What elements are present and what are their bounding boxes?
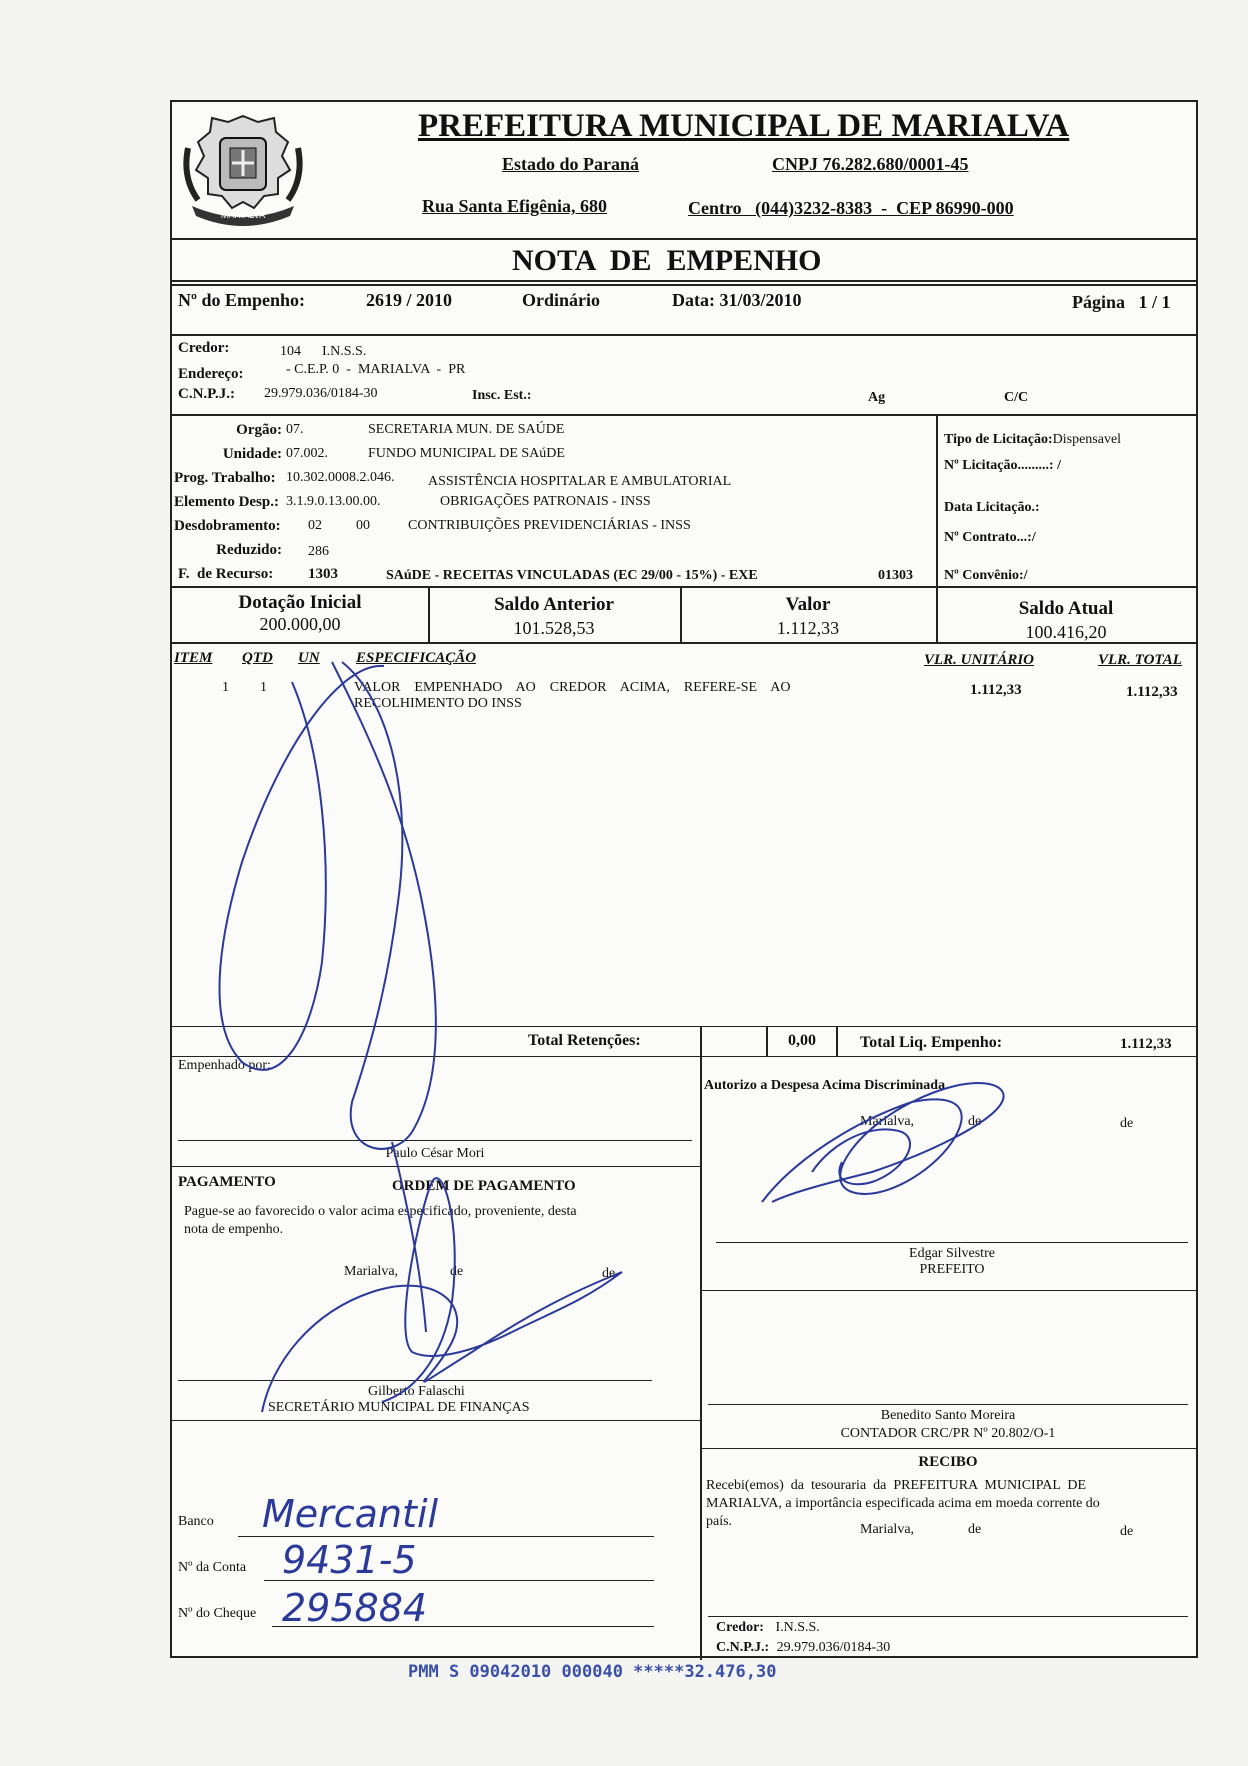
fonte-recurso-label: F. de Recurso: bbox=[178, 566, 274, 582]
num-convenio: Nº Convênio:/ bbox=[944, 568, 1028, 583]
unidade-label: Unidade: bbox=[222, 446, 282, 462]
empenho-number: 2619 / 2010 bbox=[366, 290, 453, 310]
col-vlr-unitario: VLR. UNITÁRIO bbox=[924, 652, 1035, 668]
credor-label: Credor: bbox=[178, 340, 230, 356]
credor-name: I.N.S.S. bbox=[322, 344, 367, 359]
empenhado-por-name: Paulo César Mori bbox=[385, 1146, 485, 1161]
row-vlr-unitario: 1.112,33 bbox=[970, 682, 1022, 698]
cc-label: C/C bbox=[1004, 390, 1029, 405]
recibo-de1: de bbox=[968, 1522, 982, 1537]
desdobramento-label: Desdobramento: bbox=[174, 518, 281, 534]
prefeito-signature bbox=[762, 1083, 1004, 1202]
reduzido-value: 286 bbox=[308, 544, 329, 559]
empenho-type: Ordinário bbox=[522, 290, 601, 310]
pagamento-place: Marialva, bbox=[344, 1264, 399, 1279]
elemento-desp-code: 3.1.9.0.13.00.00. bbox=[286, 494, 381, 509]
recibo-line2: MARIALVA, a importância especificada acima em moeda corrente do bbox=[706, 1496, 1100, 1511]
col-especificacao: ESPECIFICAÇÃO bbox=[356, 650, 477, 666]
secretario-name: Gilberto Falaschi bbox=[368, 1384, 465, 1399]
prefeito-role: PREFEITO bbox=[919, 1262, 985, 1277]
empenho-date: Data: 31/03/2010 bbox=[672, 290, 802, 310]
reduzido-label: Reduzido: bbox=[216, 542, 282, 558]
contador-role: CONTADOR CRC/PR Nº 20.802/O-1 bbox=[840, 1426, 1056, 1441]
credor-code: 104 bbox=[280, 344, 301, 359]
dotacao-inicial-value: 200.000,00 bbox=[259, 614, 341, 634]
col-un: UN bbox=[298, 650, 320, 666]
pagamento-de1: de bbox=[450, 1264, 464, 1279]
row-spec-line2: RECOLHIMENTO DO INSS bbox=[354, 696, 522, 711]
table-row bbox=[172, 678, 1196, 738]
header-state: Estado do Paraná bbox=[502, 154, 640, 174]
total-retencoes-label: Total Retenções: bbox=[528, 1032, 641, 1049]
data-licitacao: Data Licitação.: bbox=[944, 500, 1040, 515]
num-contrato: Nº Contrato...:/ bbox=[944, 530, 1036, 545]
conta-label: Nº da Conta bbox=[178, 1560, 247, 1575]
cnpj-value: 29.979.036/0184-30 bbox=[264, 386, 378, 401]
endereco-value: - C.E.P. 0 - MARIALVA - PR bbox=[286, 362, 466, 377]
header-street: Rua Santa Efigênia, 680 bbox=[422, 196, 608, 216]
row-item: 1 bbox=[222, 680, 229, 695]
autorizo-de2: de bbox=[1120, 1116, 1134, 1131]
autorizo-place: Marialva, bbox=[860, 1114, 915, 1129]
cheque-handwritten: 295884 bbox=[282, 1586, 428, 1630]
empenho-number-label: Nº do Empenho: bbox=[178, 290, 305, 310]
secretario-role: SECRETÁRIO MUNICIPAL DE FINANÇAS bbox=[268, 1400, 530, 1415]
saldo-anterior-value: 101.528,53 bbox=[513, 618, 595, 638]
num-licitacao: Nº Licitação.........: / bbox=[944, 458, 1061, 473]
header-title: PREFEITURA MUNICIPAL DE MARIALVA bbox=[418, 108, 1070, 144]
dotacao-inicial-label: Dotação Inicial bbox=[238, 592, 362, 613]
col-qtd: QTD bbox=[242, 650, 273, 666]
desdobramento-name: CONTRIBUIÇÕES PREVIDENCIÁRIAS - INSS bbox=[408, 518, 691, 533]
orgao-label: Orgão: bbox=[236, 422, 282, 438]
desdobramento-code1: 02 bbox=[308, 518, 322, 533]
total-retencoes-value: 0,00 bbox=[788, 1032, 816, 1049]
ag-label: Ag bbox=[868, 390, 886, 405]
desdobramento-code2: 00 bbox=[356, 518, 370, 533]
col-item: ITEM bbox=[174, 650, 213, 666]
tipo-licitacao: Tipo de Licitação:Dispensavel bbox=[944, 432, 1122, 447]
orgao-code: 07. bbox=[286, 422, 304, 437]
prog-trabalho-code: 10.302.0008.2.046. bbox=[286, 470, 395, 485]
svg-text:MARIALVA: MARIALVA bbox=[220, 210, 266, 220]
municipal-seal bbox=[178, 108, 308, 228]
banco-label: Banco bbox=[178, 1514, 214, 1529]
banco-handwritten: Mercantil bbox=[262, 1492, 439, 1536]
prog-trabalho-label: Prog. Trabalho: bbox=[174, 470, 276, 486]
mechanical-stamp: PMM S 09042010 000040 *****32.476,30 bbox=[408, 1662, 777, 1682]
seal-icon bbox=[178, 108, 308, 228]
saldo-anterior-label: Saldo Anterior bbox=[494, 594, 614, 615]
col-vlr-total: VLR. TOTAL bbox=[1098, 652, 1182, 668]
recibo-title: RECIBO bbox=[918, 1454, 978, 1470]
conta-handwritten: 9431-5 bbox=[282, 1538, 417, 1582]
autorizo-de1: de bbox=[968, 1114, 982, 1129]
prog-trabalho-name: ASSISTÊNCIA HOSPITALAR E AMBULATORIAL bbox=[428, 474, 732, 489]
header-cnpj: CNPJ 76.282.680/0001-45 bbox=[772, 154, 969, 174]
valor-value: 1.112,33 bbox=[776, 618, 840, 638]
total-liq-label: Total Liq. Empenho: bbox=[860, 1034, 1003, 1051]
ordem-pagamento-label: ORDEM DE PAGAMENTO bbox=[392, 1178, 576, 1194]
fonte-recurso-name: SAúDE - RECEITAS VINCULADAS (EC 29/00 - 15%) - EXE bbox=[386, 568, 758, 583]
recibo-place: Marialva, bbox=[860, 1522, 915, 1537]
orgao-name: SECRETARIA MUN. DE SAÚDE bbox=[368, 422, 565, 437]
insc-est-label: Insc. Est.: bbox=[472, 388, 532, 403]
elemento-desp-name: OBRIGAÇÕES PATRONAIS - INSS bbox=[440, 494, 651, 509]
total-liq-value: 1.112,33 bbox=[1120, 1036, 1172, 1052]
row-spec-line1: VALOR EMPENHADO AO CREDOR ACIMA, REFERE-SE AO bbox=[354, 680, 791, 695]
empenhado-por-label: Empenhado por: bbox=[178, 1058, 271, 1073]
unidade-code: 07.002. bbox=[286, 446, 328, 461]
contador-name: Benedito Santo Moreira bbox=[880, 1408, 1016, 1423]
nota-de-empenho-form bbox=[170, 100, 1198, 1658]
pagamento-text-line1: Pague-se ao favorecido o valor acima especificado, proveniente, desta bbox=[184, 1204, 577, 1219]
recibo-de2: de bbox=[1120, 1524, 1134, 1539]
row-vlr-total: 1.112,33 bbox=[1126, 684, 1178, 700]
recibo-cnpj: C.N.P.J.: 29.979.036/0184-30 bbox=[716, 1640, 891, 1655]
pagamento-signature-tail bbox=[392, 1142, 426, 1332]
recibo-credor: Credor: I.N.S.S. bbox=[716, 1620, 820, 1635]
prefeito-signature-loop bbox=[812, 1129, 910, 1184]
pagamento-de2: de bbox=[602, 1266, 616, 1281]
autorizo-title: Autorizo a Despesa Acima Discriminada bbox=[704, 1078, 946, 1093]
pagamento-text-line2: nota de empenho. bbox=[184, 1222, 284, 1237]
unidade-name: FUNDO MUNICIPAL DE SAúDE bbox=[368, 446, 565, 461]
saldo-atual-value: 100.416,20 bbox=[1025, 622, 1107, 642]
cnpj-label: C.N.P.J.: bbox=[178, 386, 235, 402]
recibo-line1: Recebi(emos) da tesouraria da PREFEITURA MUNICIPAL DE bbox=[706, 1478, 1087, 1493]
document-title: NOTA DE EMPENHO bbox=[512, 244, 822, 277]
page-number: Página 1 / 1 bbox=[1072, 292, 1171, 312]
fonte-recurso-code: 1303 bbox=[308, 566, 338, 582]
recibo-line3: país. bbox=[706, 1514, 733, 1529]
header-contact: Centro (044)3232-8383 - CEP 86990-000 bbox=[688, 198, 1014, 218]
valor-label: Valor bbox=[785, 594, 831, 615]
saldo-atual-label: Saldo Atual bbox=[1018, 598, 1114, 619]
elemento-desp-label: Elemento Desp.: bbox=[174, 494, 279, 510]
prefeito-name: Edgar Silvestre bbox=[909, 1246, 995, 1261]
endereco-label: Endereço: bbox=[178, 366, 244, 382]
cheque-label: Nº do Cheque bbox=[178, 1606, 257, 1621]
fonte-recurso-code2: 01303 bbox=[878, 568, 913, 583]
pagamento-label: PAGAMENTO bbox=[178, 1174, 276, 1190]
row-qtd: 1 bbox=[260, 680, 267, 695]
